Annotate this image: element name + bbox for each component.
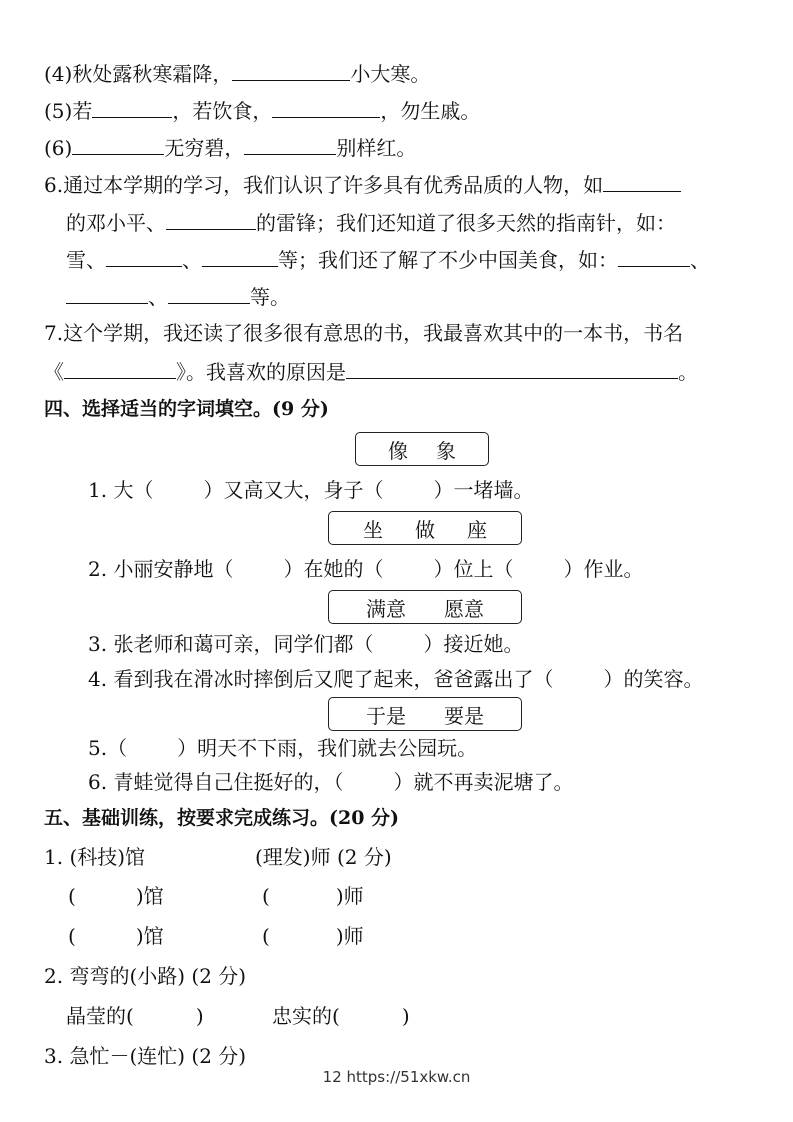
fill-line-6: [44, 134, 416, 160]
s4-item-6: [88, 770, 573, 794]
answer-blank[interactable]: [346, 358, 678, 379]
s5-q1: 1. (科技)馆: [44, 845, 146, 869]
word-option: 座: [467, 517, 487, 542]
text: (: [262, 924, 270, 948]
s4-item-4: [88, 667, 703, 691]
s5-q1-row1-a: [68, 884, 164, 908]
text: 、: [690, 248, 710, 272]
text: 》。我喜欢的原因是: [176, 360, 346, 384]
text: 晶莹的(: [66, 1004, 134, 1028]
text: 6.通过本学期的学习，我们认识了许多具有优秀品质的人物，如: [44, 173, 604, 197]
text: 6. 青蛙觉得自己住挺好的，（: [88, 770, 344, 794]
page-footer: 12 https://51xkw.cn: [322, 1068, 471, 1086]
answer-blank[interactable]: [168, 283, 250, 304]
answer-blank[interactable]: [66, 283, 148, 304]
answer-blank[interactable]: [72, 134, 164, 155]
text: 雪、: [66, 248, 106, 272]
text: )师: [335, 884, 364, 908]
text: 别样红。: [336, 136, 417, 160]
text: (5)若: [44, 99, 93, 123]
text: 、: [182, 248, 202, 272]
text: 的雷锋；我们还知道了很多天然的指南针，如：: [256, 211, 676, 235]
s5-q1-row2-b: [262, 924, 364, 948]
s5-q2-a: [66, 1004, 204, 1028]
text: 无穷碧，: [164, 136, 245, 160]
word-option: 做: [415, 517, 435, 542]
s5-q2-b: [272, 1004, 410, 1028]
text: ): [195, 1004, 204, 1028]
s5-q1-row1-b: [262, 884, 364, 908]
text: ，勿生戚。: [380, 99, 481, 123]
word-box-1: [355, 432, 489, 466]
answer-blank[interactable]: [106, 246, 182, 267]
text: 小大寒。: [350, 62, 431, 86]
question-7-line-2: [44, 358, 698, 384]
text: ）就不再卖泥塘了。: [393, 770, 574, 794]
text: 4. 看到我在滑冰时摔倒后又爬了起来，爸爸露出了（: [88, 667, 554, 691]
text: (: [262, 884, 270, 908]
question-7-line-1: [44, 321, 683, 345]
word-box-4: [328, 697, 522, 731]
s5-q3: 3. 急忙－(连忙) (2 分): [44, 1044, 247, 1068]
word-option: 象: [436, 438, 456, 463]
answer-blank[interactable]: [92, 97, 172, 118]
text: (4)秋处露秋寒霜降，: [44, 62, 233, 86]
question-6-line-2: [66, 209, 676, 235]
text: 5.（: [88, 736, 128, 760]
text: (6): [44, 136, 73, 160]
word-box-3: [328, 590, 522, 624]
s4-item-1: [88, 478, 533, 502]
text: 7.这个学期，我还读了很多很有意思的书，我最喜欢其中的一本书，书名: [44, 321, 684, 345]
text: 、: [148, 285, 168, 309]
text: ）明天不下雨，我们就去公园玩。: [177, 736, 478, 760]
text: 等。: [250, 285, 290, 309]
question-6-line-3: [66, 246, 710, 272]
text: )馆: [135, 884, 164, 908]
s5-q2: 2. 弯弯的(小路) (2 分): [44, 964, 247, 988]
answer-blank[interactable]: [618, 246, 690, 267]
s4-item-5: [88, 736, 477, 760]
answer-blank[interactable]: [603, 171, 681, 192]
answer-blank[interactable]: [64, 358, 176, 379]
text: ）又高又大，身子（: [203, 478, 384, 502]
text: 3. 张老师和蔼可亲，同学们都（: [88, 632, 374, 656]
text: 等；我们还了解了不少中国美食，如：: [278, 248, 618, 272]
s4-item-2: [88, 557, 643, 581]
s5-q1-b: (理发)师 (2 分): [255, 845, 392, 869]
text: ）接近她。: [423, 632, 524, 656]
word-option: 愿意: [444, 596, 484, 621]
text: 。: [678, 360, 698, 384]
answer-blank[interactable]: [202, 246, 278, 267]
text: 1. 大（: [88, 478, 154, 502]
word-option: 像: [388, 438, 408, 463]
word-option: 于是: [366, 703, 406, 728]
text: 《: [44, 360, 64, 384]
answer-blank[interactable]: [166, 209, 256, 230]
text: 忠实的(: [272, 1004, 340, 1028]
section-4-title: 四、选择适当的字词填空。(9 分): [44, 398, 329, 420]
text: ，若饮食，: [172, 99, 273, 123]
section-5-title: 五、基础训练，按要求完成练习。(20 分): [44, 807, 400, 829]
fill-line-4: [44, 60, 430, 86]
word-option: 坐: [363, 517, 383, 542]
question-6-line-4: [66, 283, 290, 309]
fill-line-5: [44, 97, 480, 123]
s5-q1-row2-a: [68, 924, 164, 948]
question-6-line-1: [44, 171, 681, 197]
text: 的邓小平、: [66, 211, 166, 235]
answer-blank[interactable]: [244, 134, 336, 155]
word-option: 要是: [444, 703, 484, 728]
text: (: [68, 924, 76, 948]
text: ）作业。: [563, 557, 644, 581]
text: (: [68, 884, 76, 908]
answer-blank[interactable]: [232, 60, 350, 81]
text: ）在她的（: [283, 557, 384, 581]
text: ）的笑容。: [603, 667, 704, 691]
word-option: 满意: [366, 596, 406, 621]
text: )师: [335, 924, 364, 948]
text: 2. 小丽安静地（: [88, 557, 234, 581]
text: ）位上（: [433, 557, 514, 581]
text: )馆: [135, 924, 164, 948]
s4-item-3: [88, 632, 523, 656]
text: ）一堵墙。: [433, 478, 534, 502]
text: ): [401, 1004, 410, 1028]
answer-blank[interactable]: [272, 97, 380, 118]
word-box-2: [328, 511, 522, 545]
